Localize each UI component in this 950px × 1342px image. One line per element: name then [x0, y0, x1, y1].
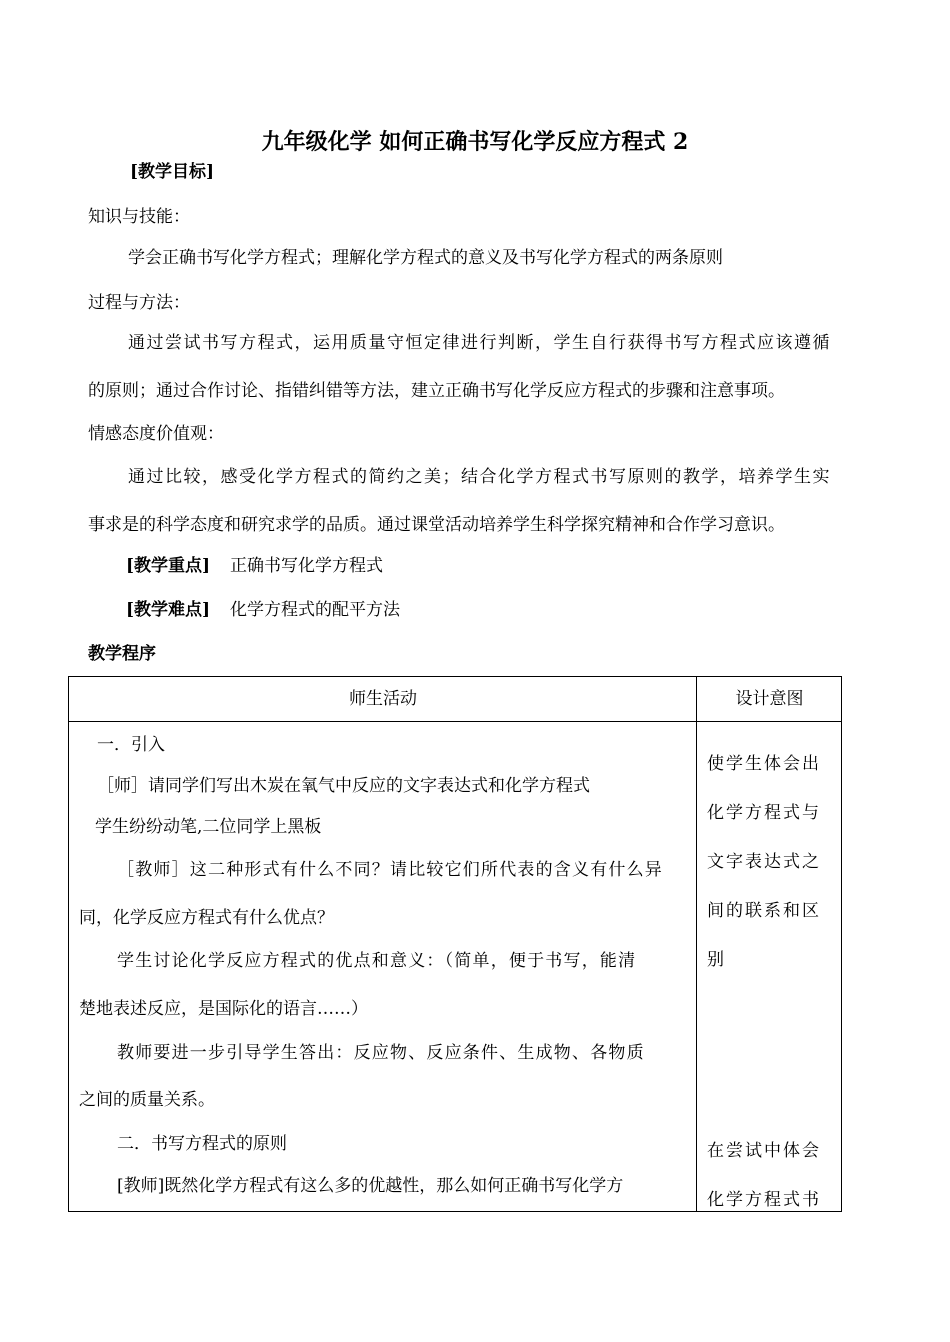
- process-text-line2: 的原则；通过合作讨论、指错纠错等方法，建立正确书写化学反应方程式的步骤和注意事项。: [88, 381, 785, 401]
- procedure-heading: 教学程序: [88, 644, 156, 664]
- emotion-text-line1: 通过比较，感受化学方程式的简约之美；结合化学方程式书写原则的教学，培养学生实: [128, 467, 831, 487]
- intent-line: 间的联系和区: [707, 901, 821, 921]
- procedure-table: [68, 676, 842, 1212]
- activity-line: 教师要进一步引导学生答出：反应物、反应条件、生成物、各物质: [117, 1043, 645, 1063]
- activity-line: 二．书写方程式的原则: [117, 1134, 287, 1154]
- header-activity-label: 师生活动: [349, 689, 417, 709]
- difficult-point-label: [教学难点]: [126, 600, 211, 620]
- activity-line: ［师］请同学们写出木炭在氧气中反应的文字表达式和化学方程式: [97, 776, 590, 796]
- activity-line: 之间的质量关系。: [79, 1090, 215, 1110]
- page-title: 九年级化学 如何正确书写化学反应方程式 2: [261, 129, 689, 155]
- activity-line: 学生讨论化学反应方程式的优点和意义：（简单，便于书写，能清: [117, 951, 637, 971]
- intent-line: 在尝试中体会: [707, 1141, 821, 1161]
- key-point-text: 正确书写化学方程式: [230, 556, 383, 576]
- intent-cell: [697, 722, 842, 1212]
- process-label: 过程与方法：: [88, 293, 190, 313]
- activity-cell: [69, 722, 697, 1212]
- table-row: [69, 722, 842, 1212]
- intent-line: 化学方程式书: [707, 1190, 821, 1210]
- key-point-label: [教学重点]: [126, 556, 211, 576]
- header-cell-activity: [69, 677, 697, 722]
- intent-line: 别: [707, 950, 724, 970]
- header-intent-label: 设计意图: [735, 689, 804, 709]
- difficult-point-text: 化学方程式的配平方法: [230, 600, 400, 620]
- knowledge-label: 知识与技能：: [88, 207, 190, 227]
- intent-line: 文字表达式之: [707, 852, 821, 872]
- activity-line: 同，化学反应方程式有什么优点？: [79, 908, 334, 928]
- table-header-row: [69, 677, 842, 722]
- emotion-label: 情感态度价值观：: [88, 424, 224, 444]
- intent-line: 化学方程式与: [707, 803, 821, 823]
- activity-line: 学生纷纷动笔,二位同学上黑板: [95, 817, 322, 837]
- activity-line: ［教师］这二种形式有什么不同？请比较它们所代表的含义有什么异: [117, 860, 663, 880]
- activity-line: 楚地表述反应，是国际化的语言……）: [79, 999, 368, 1019]
- intent-line: 使学生体会出: [707, 754, 821, 774]
- objectives-heading: [教学目标]: [130, 162, 215, 182]
- activity-line: [教师]既然化学方程式有这么多的优越性，那么如何正确书写化学方: [117, 1176, 624, 1196]
- knowledge-text: 学会正确书写化学方程式；理解化学方程式的意义及书写化学方程式的两条原则: [128, 248, 723, 268]
- activity-line: 一．引入: [97, 735, 165, 755]
- emotion-text-line2: 事求是的科学态度和研究求学的品质。通过课堂活动培养学生科学探究精神和合作学习意识。: [88, 515, 785, 535]
- header-cell-intent: [697, 677, 842, 722]
- process-text-line1: 通过尝试书写方程式，运用质量守恒定律进行判断，学生自行获得书写方程式应该遵循: [128, 333, 831, 353]
